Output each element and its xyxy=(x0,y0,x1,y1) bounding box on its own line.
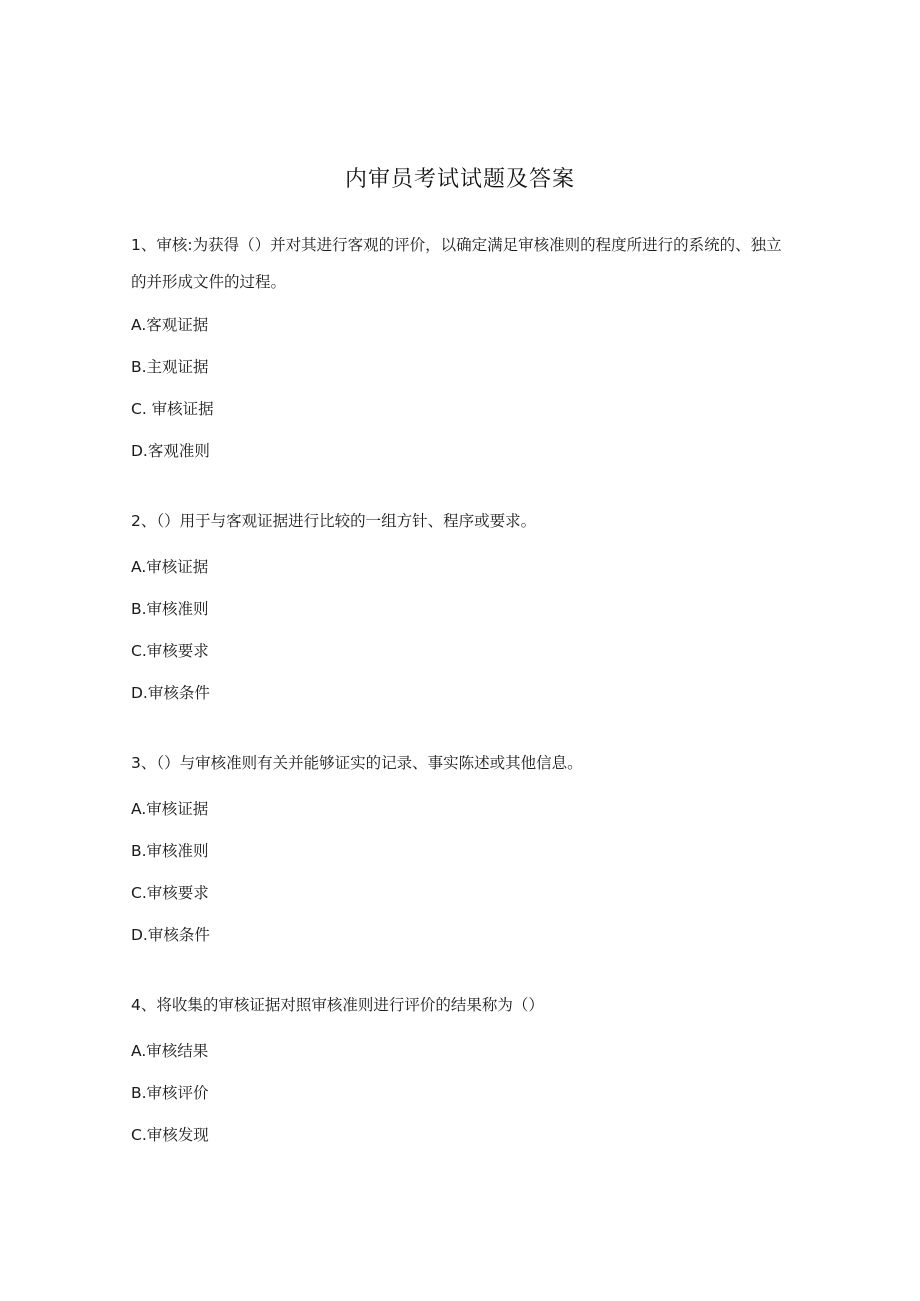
question-1-option-a: A.客观证据 xyxy=(131,316,209,334)
question-3-option-a: A.审核证据 xyxy=(131,800,209,818)
question-4-option-c: C.审核发现 xyxy=(131,1126,209,1144)
question-3-option-c: C.审核要求 xyxy=(131,884,209,902)
question-4-option-b: B.审核评价 xyxy=(131,1084,209,1102)
question-3-option-b: B.审核准则 xyxy=(131,842,209,860)
question-1-text: 1、审核:为获得（）并对其进行客观的评价，以确定满足审核准则的程度所进行的系统的、独立的并形成文件的过程。 xyxy=(131,236,782,291)
question-2-text: 2、（）用于与客观证据进行比较的一组方针、程序或要求。 xyxy=(131,512,537,530)
question-3-option-d: D.审核条件 xyxy=(131,926,210,944)
question-2-option-b: B.审核准则 xyxy=(131,600,209,618)
question-1-option-d: D.客观准则 xyxy=(131,442,210,460)
question-2-option-d: D.审核条件 xyxy=(131,684,210,702)
question-1-option-c: C. 审核证据 xyxy=(131,400,214,418)
question-4-text: 4、将收集的审核证据对照审核准则进行评价的结果称为（） xyxy=(131,996,544,1014)
question-2-option-a: A.审核证据 xyxy=(131,558,209,576)
document-title: 内审员考试试题及答案 xyxy=(344,167,575,192)
question-3-text: 3、（）与审核准则有关并能够证实的记录、事实陈述或其他信息。 xyxy=(131,754,583,772)
question-1-option-b: B.主观证据 xyxy=(131,358,209,376)
question-4-option-a: A.审核结果 xyxy=(131,1042,209,1060)
question-2-option-c: C.审核要求 xyxy=(131,642,209,660)
